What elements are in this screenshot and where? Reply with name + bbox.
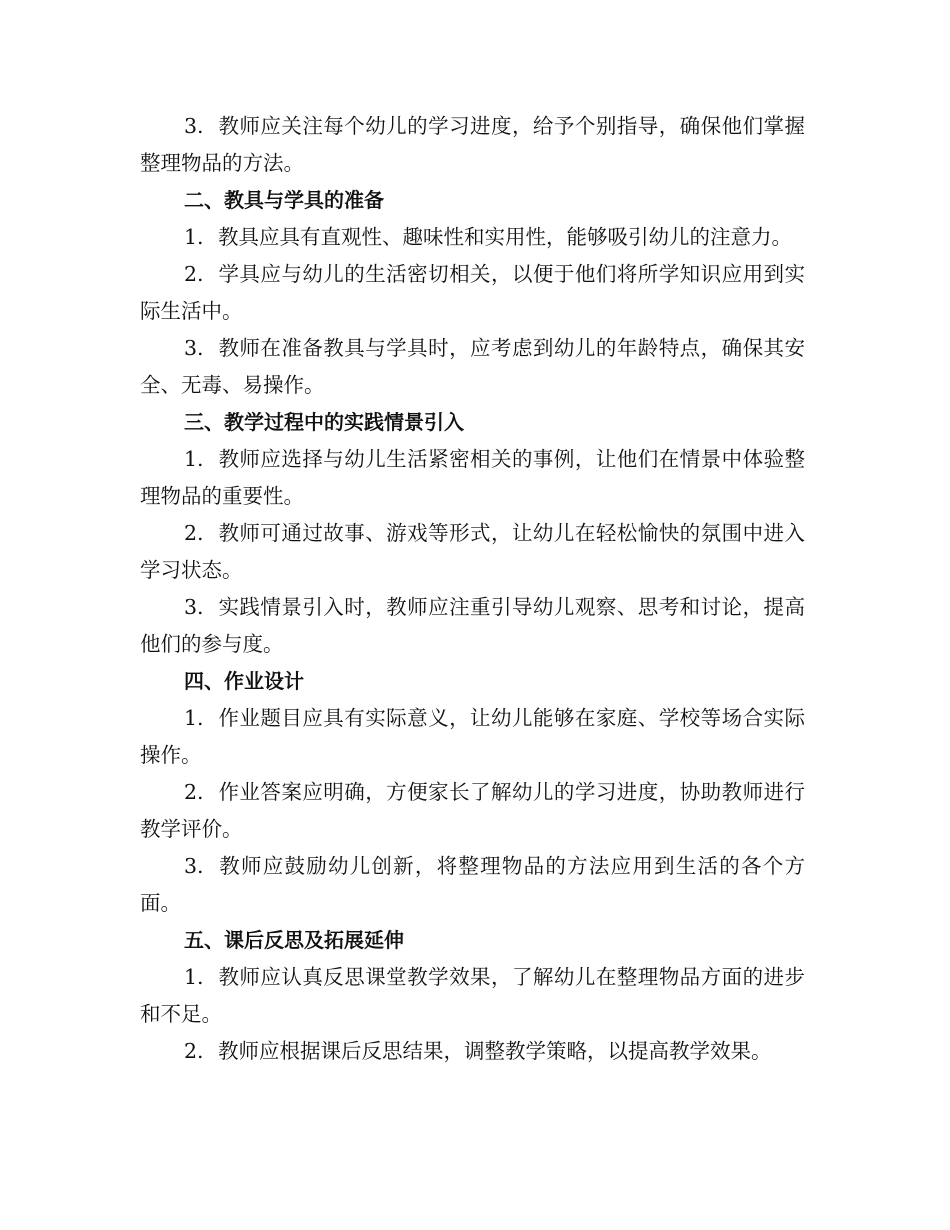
list-number: 3. [184,854,204,878]
paragraph-text: 教师在准备教具与学具时，应考虑到幼儿的年龄特点，确保其安全、无毒、易操作。 [140,336,805,397]
list-number: 2. [184,521,204,545]
paragraph-text: 实践情景引入时，教师应注重引导幼儿观察、思考和讨论，提高他们的参与度。 [140,595,805,656]
section-heading: 五、课后反思及拓展延伸 [184,928,404,952]
list-number: 1. [184,706,204,730]
document-body [140,108,805,1070]
paragraph-text: 教师应选择与幼儿生活紧密相关的事例，让他们在情景中体验整理物品的重要性。 [140,447,805,508]
paragraph [140,515,805,589]
paragraph-text: 教师应根据课后反思结果，调整教学策略，以提高教学效果。 [218,1039,772,1063]
paragraph [140,256,805,330]
paragraph [140,441,805,515]
paragraph-text: 教师可通过故事、游戏等形式，让幼儿在轻松愉快的氛围中进入学习状态。 [140,521,805,582]
paragraph [140,959,805,1033]
paragraph [140,1033,805,1070]
paragraph-text: 教师应鼓励幼儿创新，将整理物品的方法应用到生活的各个方面。 [140,854,805,915]
paragraph [140,589,805,663]
section-heading: 二、教具与学具的准备 [184,188,384,212]
paragraph [140,774,805,848]
paragraph [140,848,805,922]
paragraph-text: 学具应与幼儿的生活密切相关，以便于他们将所学知识应用到实际生活中。 [140,262,805,323]
section-heading: 四、作业设计 [184,669,304,693]
paragraph [140,108,805,182]
list-number: 3. [184,114,204,138]
list-number: 1. [184,225,204,249]
list-number: 1. [184,965,204,989]
list-number: 3. [184,595,204,619]
paragraph [140,330,805,404]
section-heading: 三、教学过程中的实践情景引入 [184,410,464,434]
list-number: 2. [184,1039,204,1063]
paragraph-text: 教师应认真反思课堂教学效果，了解幼儿在整理物品方面的进步和不足。 [140,965,805,1026]
list-number: 2. [184,780,204,804]
paragraph [140,700,805,774]
list-number: 3. [184,336,204,360]
paragraph-text: 作业题目应具有实际意义，让幼儿能够在家庭、学校等场合实际操作。 [140,706,805,767]
list-number: 2. [184,262,204,286]
list-number: 1. [184,447,204,471]
paragraph-text: 作业答案应明确，方便家长了解幼儿的学习进度，协助教师进行教学评价。 [140,780,805,841]
paragraph-text: 教师应关注每个幼儿的学习进度，给予个别指导，确保他们掌握整理物品的方法。 [140,114,805,175]
paragraph [140,219,805,256]
paragraph-text: 教具应具有直观性、趣味性和实用性，能够吸引幼儿的注意力。 [218,225,792,249]
